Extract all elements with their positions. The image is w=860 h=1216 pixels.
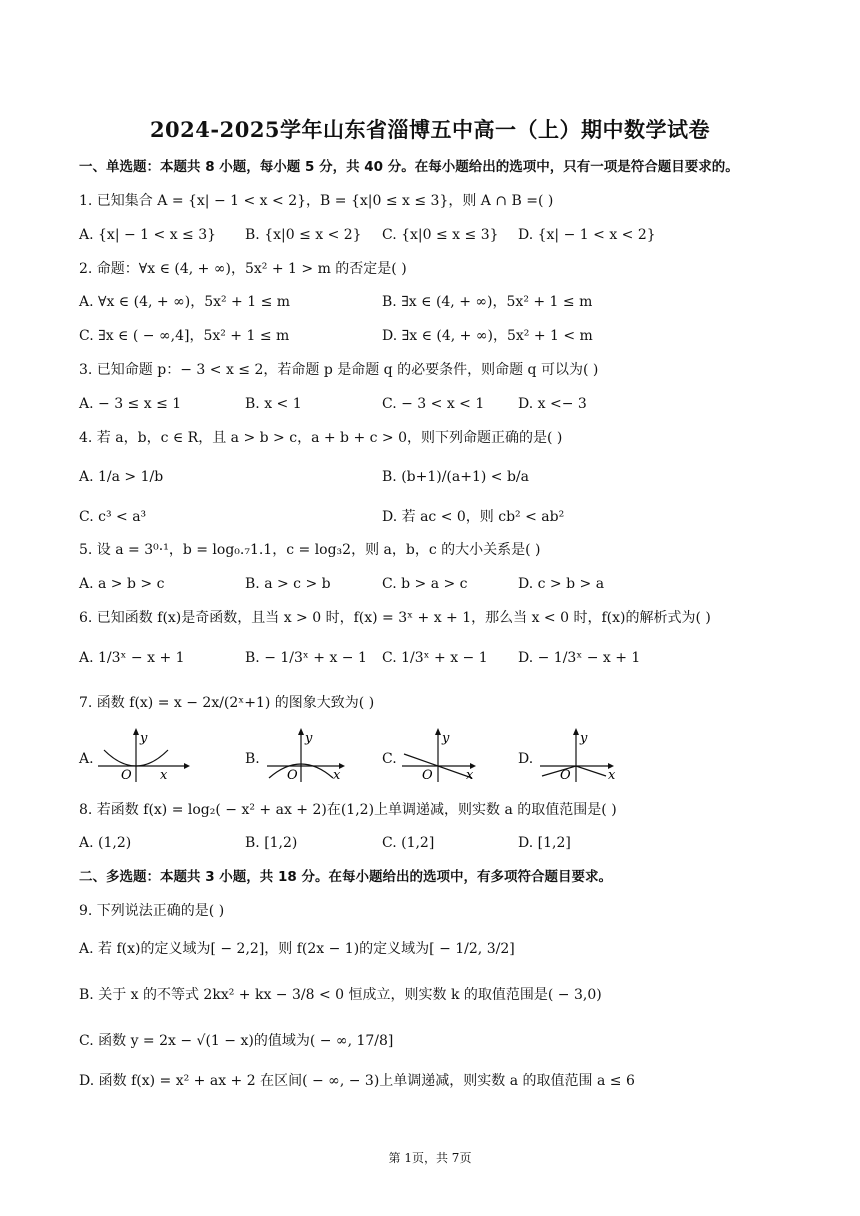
graph-d-origin-label: O — [560, 768, 571, 783]
question-7-stem: 7. 函数 f(x) = x − 2x/(2ˣ+1) 的图象大致为( ) — [79, 695, 375, 711]
graph-b-x-label: x — [333, 768, 341, 783]
section-heading-multiple-choice: 二、多选题：本题共 3 小题，共 18 分。在每小题给出的选项中，有多项符合题目要求。 — [79, 869, 612, 885]
graph-b-origin-label: O — [287, 768, 298, 783]
question-8-option-b: B. [1,2) — [245, 835, 298, 851]
question-5-option-a: A. a > b > c — [79, 576, 165, 592]
question-6-option-c: C. 1/3ˣ + x − 1 — [382, 650, 488, 666]
question-4-option-c: C. c³ < a³ — [79, 509, 147, 525]
question-5-stem: 5. 设 a = 3⁰·¹，b = log₀.₇1.1，c = log₃2，则 a，b，c 的大小关系是( ) — [79, 542, 541, 558]
question-7-option-a-label: A. — [79, 751, 94, 767]
graph-c-y-label: y — [442, 731, 450, 746]
question-6-option-d: D. − 1/3ˣ − x + 1 — [518, 650, 641, 666]
question-8-option-a: A. (1,2) — [79, 835, 132, 851]
question-5-option-d: D. c > b > a — [518, 576, 605, 592]
question-7-option-b-label: B. — [245, 751, 260, 767]
question-4-option-a: A. 1/a > 1/b — [79, 469, 164, 485]
question-1-option-d: D. {x| − 1 < x < 2} — [518, 227, 656, 243]
question-7-graph-a — [96, 728, 196, 783]
question-2-option-d: D. ∃x ∈ (4, + ∞)，5x² + 1 < m — [382, 328, 593, 344]
question-3-option-d: D. x <− 3 — [518, 396, 587, 412]
question-9-option-a: A. 若 f(x)的定义域为[ − 2,2]，则 f(2x − 1)的定义域为[ − 1/2, 3/2] — [79, 941, 515, 957]
question-5-option-c: C. b > a > c — [382, 576, 468, 592]
section-heading-single-choice: 一、单选题：本题共 8 小题，每小题 5 分，共 40 分。在每小题给出的选项中，只有一项是符合题目要求的。 — [79, 159, 739, 175]
question-2-option-b: B. ∃x ∈ (4, + ∞)，5x² + 1 ≤ m — [382, 294, 593, 310]
graph-b-y-label: y — [305, 731, 313, 746]
question-7-option-d-label: D. — [518, 751, 534, 767]
page-footer: 第 1页，共 7页 — [388, 1151, 472, 1165]
question-8-option-d: D. [1,2] — [518, 835, 571, 851]
question-6-option-a: A. 1/3ˣ − x + 1 — [79, 650, 185, 666]
question-8-stem: 8. 若函数 f(x) = log₂( − x² + ax + 2)在(1,2)上单调递减，则实数 a 的取值范围是( ) — [79, 802, 617, 818]
graph-a-origin-label: O — [121, 768, 132, 783]
graph-d-x-label: x — [608, 768, 616, 783]
question-9-stem: 9. 下列说法正确的是( ) — [79, 903, 225, 919]
graph-d-y-label: y — [580, 731, 588, 746]
question-6-option-b: B. − 1/3ˣ + x − 1 — [245, 650, 367, 666]
question-3-option-c: C. − 3 < x < 1 — [382, 396, 485, 412]
question-2-option-a: A. ∀x ∈ (4, + ∞)，5x² + 1 ≤ m — [79, 294, 291, 310]
graph-a-y-label: y — [140, 731, 148, 746]
question-9-option-c: C. 函数 y = 2x − √(1 − x)的值域为( − ∞, 17/8] — [79, 1033, 394, 1049]
question-4-stem: 4. 若 a，b，c ∈ R，且 a > b > c，a + b + c > 0，则下列命题正确的是( ) — [79, 430, 563, 446]
question-3-option-a: A. − 3 ≤ x ≤ 1 — [79, 396, 182, 412]
question-5-option-b: B. a > c > b — [245, 576, 331, 592]
question-9-option-d: D. 函数 f(x) = x² + ax + 2 在区间( − ∞, − 3)上单调递减，则实数 a 的取值范围 a ≤ 6 — [79, 1073, 635, 1089]
question-1-option-c: C. {x|0 ≤ x ≤ 3} — [382, 227, 499, 243]
question-4-option-b: B. (b+1)/(a+1) < b/a — [382, 469, 529, 485]
question-1-option-b: B. {x|0 ≤ x < 2} — [245, 227, 362, 243]
question-3-stem: 3. 已知命题 p：− 3 < x ≤ 2，若命题 p 是命题 q 的必要条件，则命题 q 可以为( ) — [79, 362, 599, 378]
question-1-stem: 1. 已知集合 A = {x| − 1 < x < 2}，B = {x|0 ≤ x ≤ 3}，则 A ∩ B =( ) — [79, 193, 554, 209]
question-7-graph-b — [265, 728, 365, 783]
question-9-option-b: B. 关于 x 的不等式 2kx² + kx − 3/8 < 0 恒成立，则实数 k 的取值范围是( − 3,0) — [79, 987, 602, 1003]
graph-c-x-label: x — [466, 768, 474, 783]
page-title: 2024-2025学年山东省淄博五中高一（上）期中数学试卷 — [149, 117, 711, 142]
question-7-graph-c — [400, 728, 500, 783]
graph-c-origin-label: O — [422, 768, 433, 783]
question-1-option-a: A. {x| − 1 < x ≤ 3} — [79, 227, 217, 243]
question-7-graph-d — [538, 728, 638, 783]
question-4-option-d: D. 若 ac < 0，则 cb² < ab² — [382, 509, 565, 525]
question-2-option-c: C. ∃x ∈ ( − ∞,4]，5x² + 1 ≤ m — [79, 328, 290, 344]
question-3-option-b: B. x < 1 — [245, 396, 302, 412]
question-6-stem: 6. 已知函数 f(x)是奇函数，且当 x > 0 时，f(x) = 3ˣ + x + 1，那么当 x < 0 时，f(x)的解析式为( ) — [79, 610, 711, 626]
graph-a-x-label: x — [160, 768, 168, 783]
question-7-option-c-label: C. — [382, 751, 397, 767]
question-2-stem: 2. 命题：∀x ∈ (4, + ∞)，5x² + 1 > m 的否定是( ) — [79, 261, 407, 277]
question-8-option-c: C. (1,2] — [382, 835, 435, 851]
